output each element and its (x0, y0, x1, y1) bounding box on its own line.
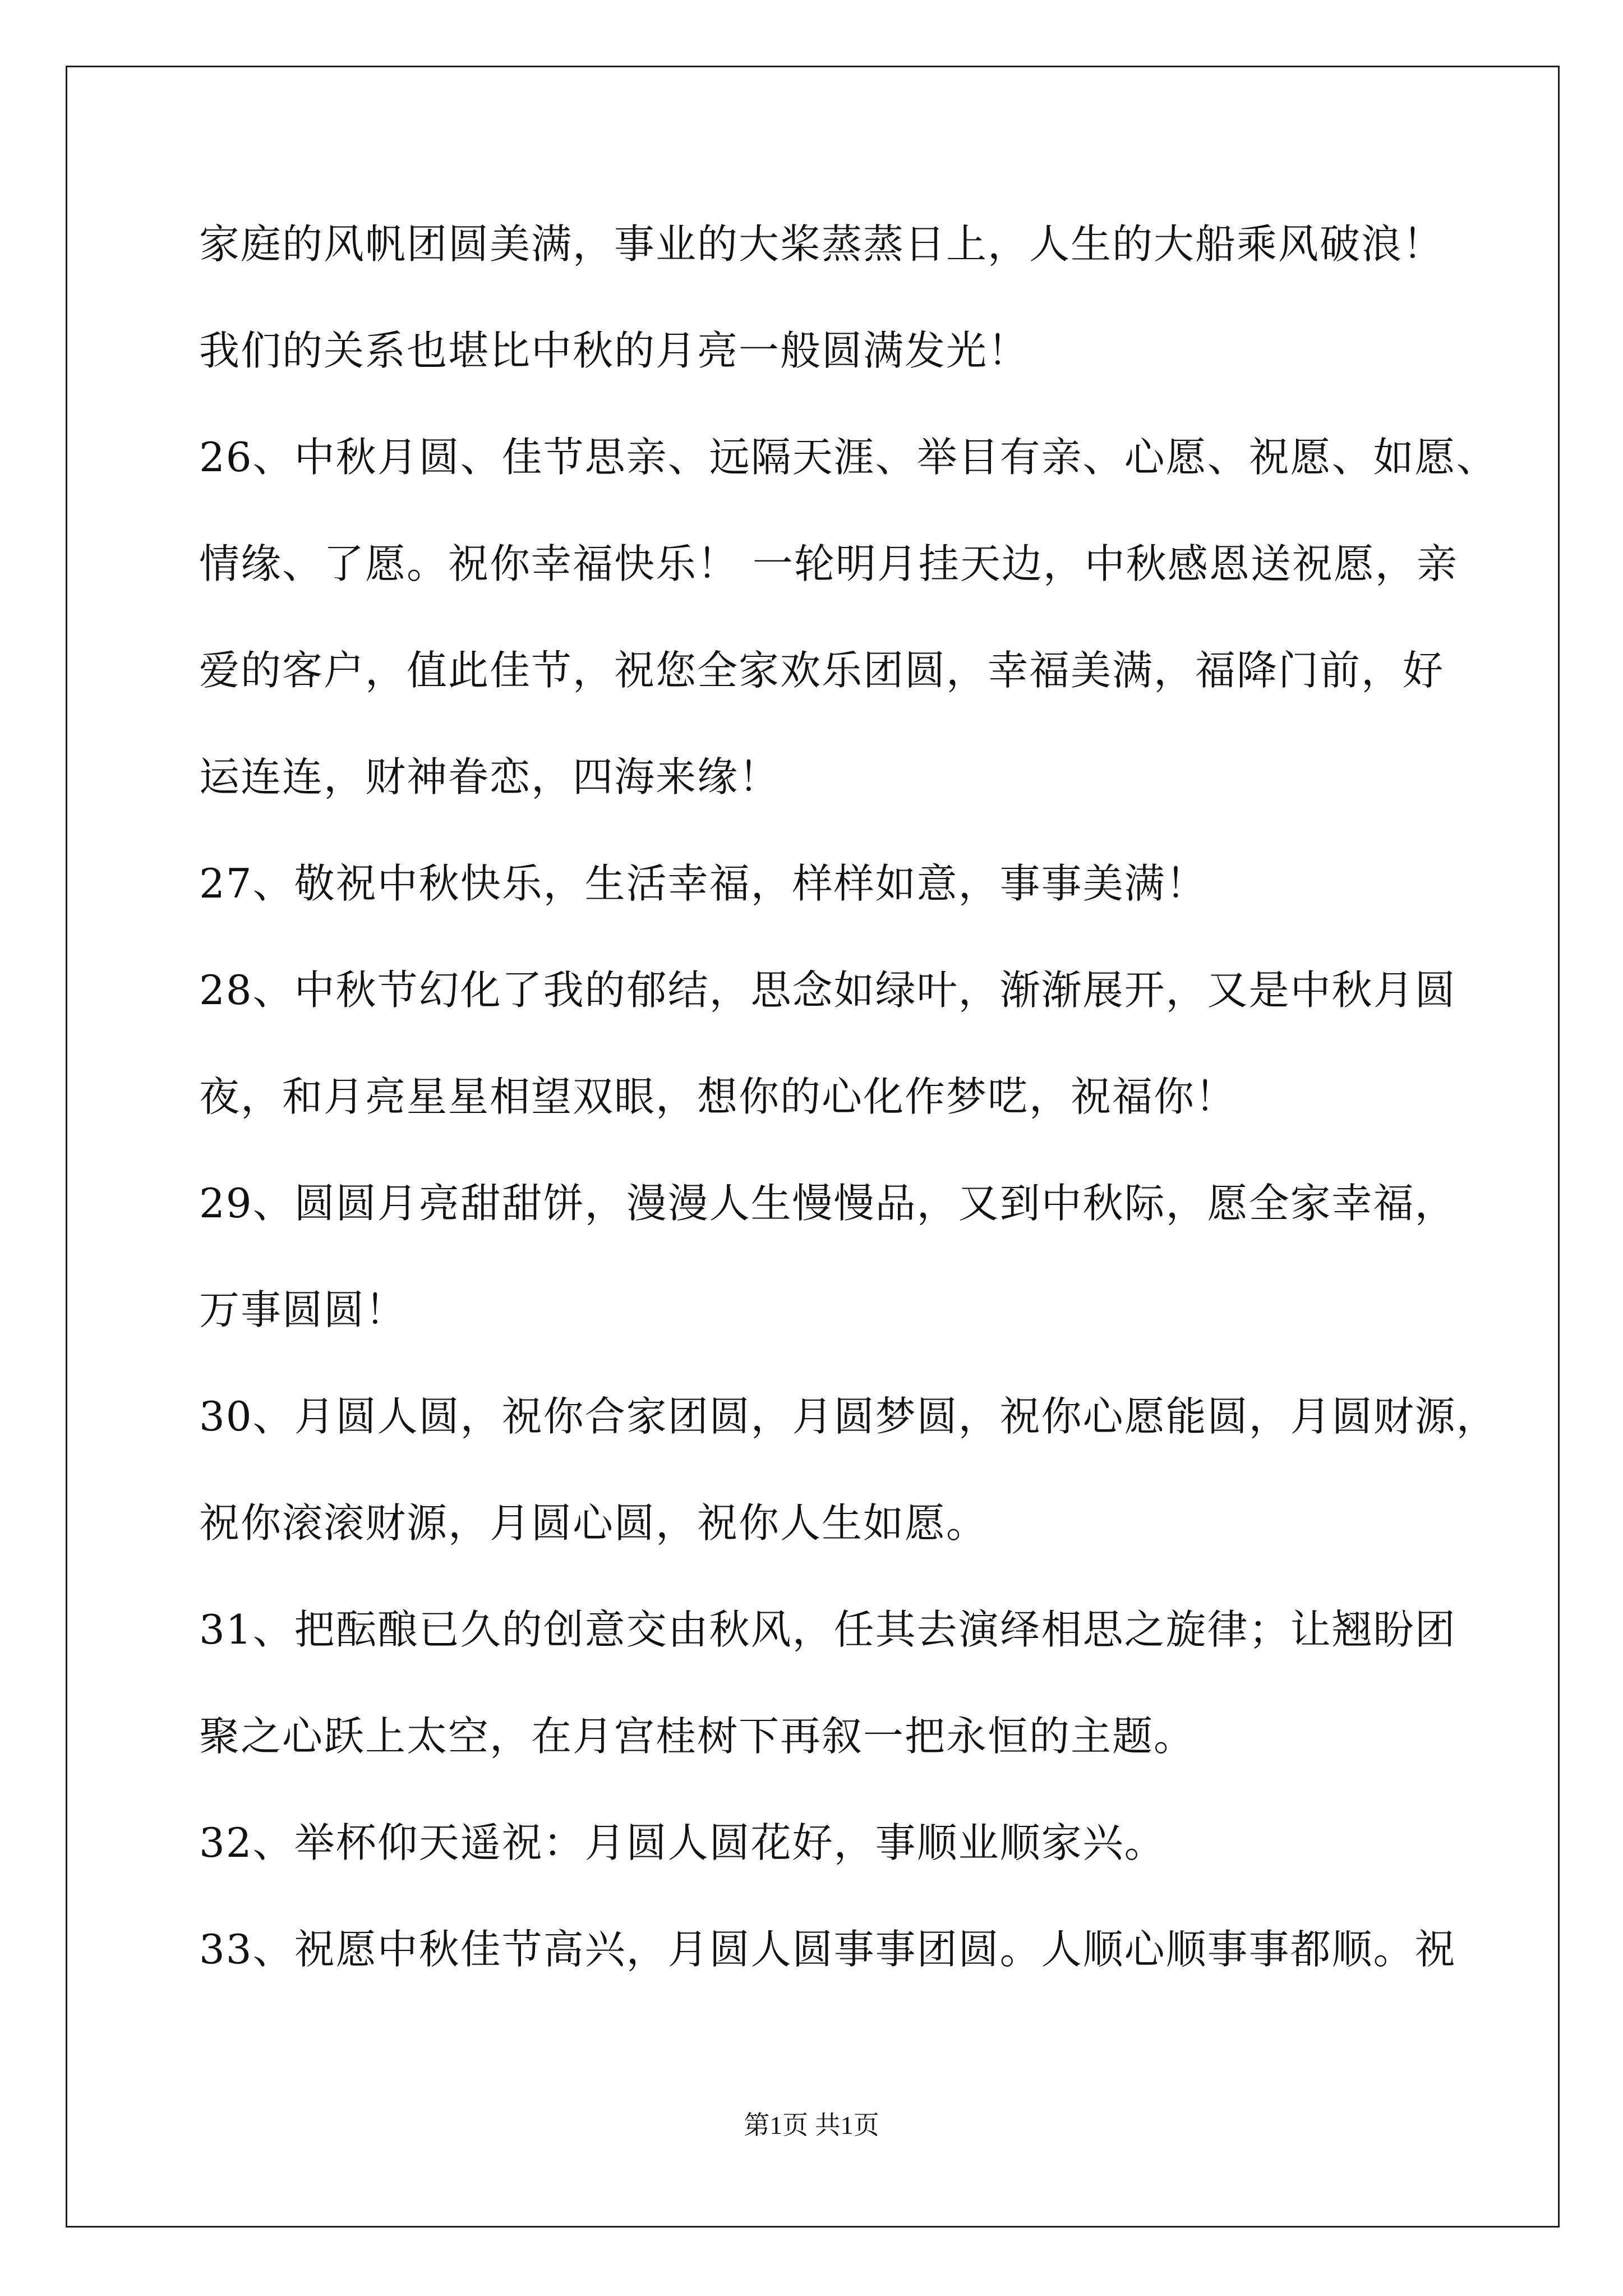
text-line: 家庭的风帆团圆美满，事业的大桨蒸蒸日上，人生的大船乘风破浪！ (199, 220, 1445, 268)
document-body (199, 216, 1498, 2028)
text-line: 爱的客户，值此佳节，祝您全家欢乐团圆，幸福美满，福降门前，好 (199, 647, 1445, 694)
text-line: 夜，和月亮星星相望双眼，想你的心化作梦呓，祝福你！ (199, 1073, 1237, 1120)
text-line: 运连连，财神眷恋，四海来缘！ (199, 753, 781, 800)
text-line: 28、中秋节幻化了我的郁结，思念如绿叶，渐渐展开，又是中秋月圆 (199, 967, 1456, 1014)
text-line: 33、祝愿中秋佳节高兴，月圆人圆事事团圆。人顺心顺事事都顺。祝 (199, 1926, 1456, 1973)
text-line: 26、中秋月圆、佳节思亲、远隔天涯、举目有亲、心愿、祝愿、如愿、 (199, 434, 1498, 481)
text-line: 32、举杯仰天遥祝：月圆人圆花好，事顺业顺家兴。 (199, 1819, 1166, 1866)
text-line: 万事圆圆！ (199, 1286, 407, 1333)
text-line: 我们的关系也堪比中秋的月亮一般圆满发光！ (199, 327, 1030, 374)
text-line: 聚之心跃上太空，在月宫桂树下再叙一把永恒的主题。 (199, 1713, 1196, 1760)
text-line: 情缘、了愿。祝你幸福快乐！ 一轮明月挂天边，中秋感恩送祝愿，亲 (199, 540, 1458, 587)
text-line: 31、把酝酿已久的创意交由秋风，任其去演绎相思之旋律；让翘盼团 (199, 1606, 1456, 1653)
page-number-footer: 第1页 共1页 (744, 2111, 879, 2139)
text-line: 祝你滚滚财源，月圆心圆，祝你人生如愿。 (199, 1499, 988, 1547)
text-line: 27、敬祝中秋快乐，生活幸福，样样如意，事事美满！ (199, 860, 1207, 907)
text-line: 30、月圆人圆，祝你合家团圆，月圆梦圆，祝你心愿能圆，月圆财源， (199, 1393, 1498, 1440)
text-line: 29、圆圆月亮甜甜饼，漫漫人生慢慢品，又到中秋际，愿全家幸福， (199, 1180, 1456, 1227)
